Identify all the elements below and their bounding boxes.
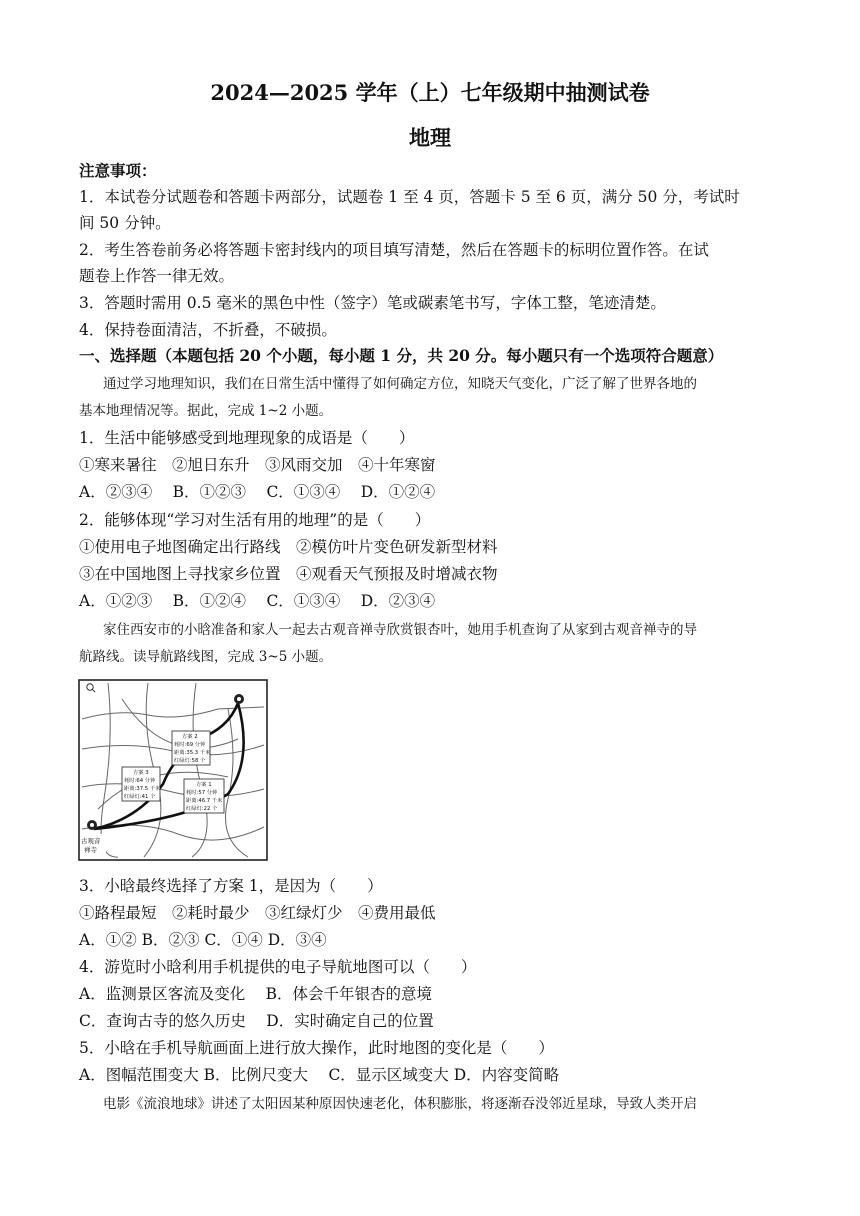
notice-line: 1．本试卷分试题卷和答题卡两部分，试题卷 1 至 4 页，答题卡 5 至 6 页，满分 50 分，考试时 xyxy=(79,188,740,206)
plan1-time: 耗时:57 分钟 xyxy=(186,790,218,796)
plan1-label: 方案 1 xyxy=(196,782,212,788)
question-5-options: A．图幅范围变大 B．比例尺变大 C．显示区域变大 D．内容变简略 xyxy=(79,1066,560,1084)
intro-paragraph: 基本地理情况等。据此，完成 1~2 小题。 xyxy=(79,403,333,419)
plan3-lights: 红绿灯:41 个 xyxy=(124,794,156,800)
intro-paragraph: 通过学习地理知识，我们在日常生活中懂得了如何确定方位，知晓天气变化，广泛了解了世界各地的 xyxy=(103,376,697,392)
question-4-stem: 4．游览时小晗利用手机提供的电子导航地图可以（ ） xyxy=(79,958,477,976)
notice-line: 题卷上作答一律无效。 xyxy=(79,267,235,285)
plan2-distance: 距离:35.3 千米 xyxy=(174,750,211,756)
section-heading: 一、选择题（本题包括 20 个小题，每小题 1 分，共 20 分。每小题只有一个选项符合题意） xyxy=(79,346,724,365)
question-2-stem: 2．能够体现“学习对生活有用的地理”的是（ ） xyxy=(79,511,431,529)
subject-title: 地理 xyxy=(409,125,451,150)
notice-heading: 注意事项： xyxy=(79,161,157,180)
notice-line: 间 50 分钟。 xyxy=(79,214,171,232)
intro-paragraph: 电影《流浪地球》讲述了太阳因某种原因快速老化，体积膨胀，将逐渐吞没邻近星球，导致人类开启 xyxy=(103,1096,697,1112)
question-2-items: ①使用电子地图确定出行路线 ②模仿叶片变色研发新型材料 xyxy=(79,538,498,556)
plan1-lights: 红绿灯:22 个 xyxy=(186,806,218,812)
question-2-options: A．①②③ B．①②④ C．①③④ D．②③④ xyxy=(79,592,436,610)
question-3-options: A．①② B．②③ C．①④ D．③④ xyxy=(79,931,327,949)
plan3-label: 方案 3 xyxy=(133,770,149,776)
question-1-stem: 1．生活中能够感受到地理现象的成语是（ ） xyxy=(79,429,415,447)
question-1-items: ①寒来暑往 ②旭日东升 ③风雨交加 ④十年寒窗 xyxy=(79,456,436,474)
exam-title: 2024—2025 学年（上）七年级期中抽测试卷 xyxy=(210,80,650,105)
intro-paragraph: 家住西安市的小晗准备和家人一起去古观音禅寺欣赏银杏叶，她用手机查询了从家到古观音禅寺的导 xyxy=(103,622,697,638)
navigation-route-map xyxy=(78,679,268,861)
plan3-distance: 距离:37.5 千米 xyxy=(124,786,161,792)
question-1-options: A．②③④ B．①②③ C．①③④ D．①②④ xyxy=(79,483,436,501)
destination-marker-icon xyxy=(87,820,97,830)
start-marker-icon xyxy=(234,694,244,704)
question-3-stem: 3．小晗最终选择了方案 1，是因为（ ） xyxy=(79,877,383,895)
plan1-distance: 距离:46.7 千米 xyxy=(186,798,223,804)
intro-paragraph: 航路线。读导航路线图，完成 3~5 小题。 xyxy=(79,649,333,665)
question-3-items: ①路程最短 ②耗时最少 ③红绿灯少 ④费用最低 xyxy=(79,904,436,922)
destination-label-1: 古观音 xyxy=(81,837,101,845)
question-5-stem: 5．小晗在手机导航画面上进行放大操作，此时地图的变化是（ ） xyxy=(79,1039,554,1057)
notice-line: 2．考生答卷前务必将答题卡密封线内的项目填写清楚，然后在答题卡的标明位置作答。在试 xyxy=(79,241,709,259)
question-4-options: A．监测景区客流及变化 B．体会千年银杏的意境 xyxy=(79,985,433,1003)
destination-label-2: 禅寺 xyxy=(84,846,97,854)
plan2-label: 方案 2 xyxy=(182,734,198,740)
notice-line: 3．答题时需用 0.5 毫米的黑色中性（签字）笔或碳素笔书写，字体工整，笔迹清楚。 xyxy=(79,294,666,312)
notice-line: 4．保持卷面清洁，不折叠，不破损。 xyxy=(79,321,337,339)
plan2-lights: 红绿灯:58 个 xyxy=(174,758,206,764)
plan2-time: 耗时:69 分钟 xyxy=(174,742,206,748)
question-4-options: C．查询古寺的悠久历史 D．实时确定自己的位置 xyxy=(79,1012,434,1030)
plan3-time: 耗时:64 分钟 xyxy=(124,778,156,784)
question-2-items: ③在中国地图上寻找家乡位置 ④观看天气预报及时增减衣物 xyxy=(79,565,498,583)
